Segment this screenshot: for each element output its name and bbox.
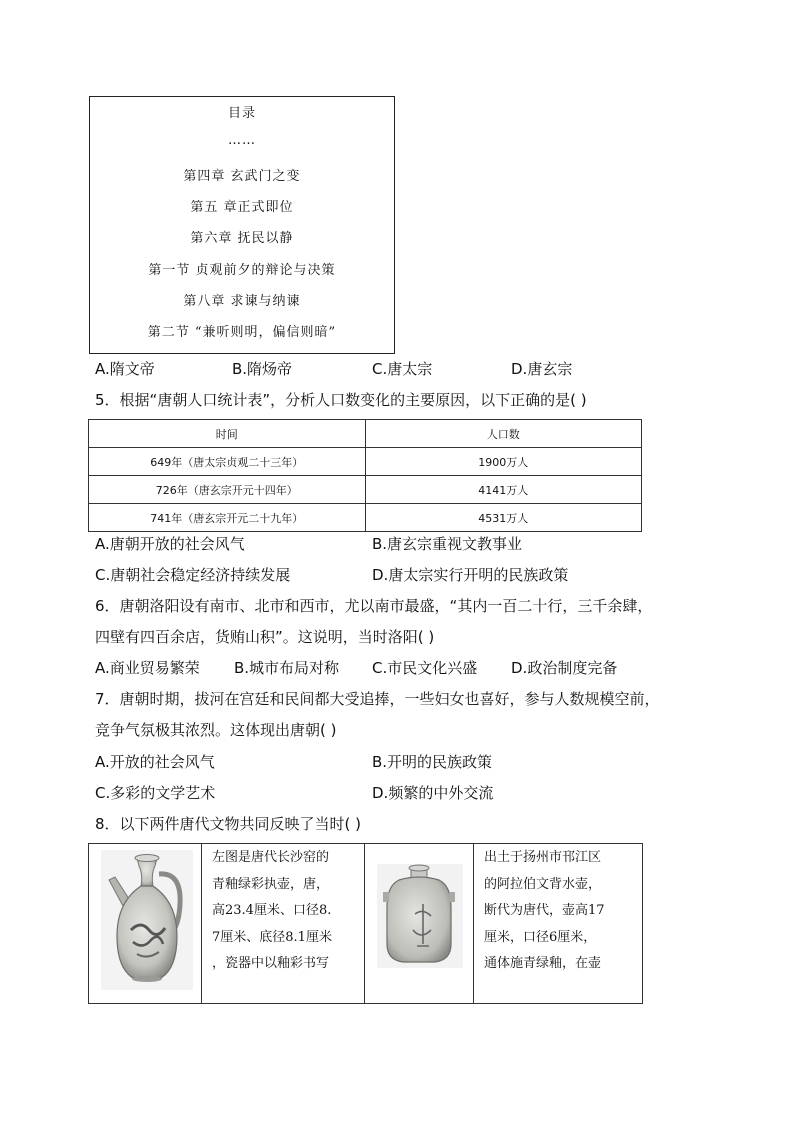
q5-option-b[interactable]: B.唐玄宗重视文教事业 <box>372 535 523 553</box>
table-row <box>89 448 642 476</box>
ewer-image-cell <box>89 844 202 1004</box>
desc-line: 厘米，口径6厘米， <box>484 929 597 945</box>
cell-population: 4141万人 <box>365 476 642 504</box>
q7-option-a[interactable]: A.开放的社会风气 <box>95 753 215 771</box>
q4-option-b[interactable]: B.隋炀帝 <box>232 360 293 378</box>
desc-line: 的阿拉伯文背水壶， <box>484 876 602 892</box>
table-row <box>89 504 642 532</box>
desc-line: 出土于扬州市邗江区 <box>484 850 602 865</box>
cell-time: 741年（唐玄宗开元二十九年） <box>89 504 366 532</box>
desc-line: 青釉绿彩执壶，唐， <box>212 876 330 892</box>
table-of-contents-box <box>89 96 395 354</box>
q7-option-c[interactable]: C.多彩的文学艺术 <box>95 784 216 802</box>
table-row <box>89 476 642 504</box>
flask-description <box>474 844 642 997</box>
desc-line: 7厘米、底径8.1厘米 <box>212 929 332 945</box>
flask-image-cell <box>365 844 474 1004</box>
q6-option-d[interactable]: D.政治制度完备 <box>511 659 618 677</box>
q6-option-c[interactable]: C.市民文化兴盛 <box>372 659 478 677</box>
desc-line: ，瓷器中以釉彩书写 <box>212 956 330 971</box>
q5-stem: 5．根据“唐朝人口统计表”，分析人口数变化的主要原因，以下正确的是( ) <box>95 391 587 409</box>
q7-option-d[interactable]: D.频繁的中外交流 <box>372 784 494 802</box>
q7-option-b[interactable]: B.开明的民族政策 <box>372 753 493 771</box>
q5-option-d[interactable]: D.唐太宗实行开明的民族政策 <box>372 566 569 584</box>
toc-line: 第六章 抚民以静 <box>190 231 294 246</box>
ewer-description <box>202 844 364 997</box>
q6-option-b[interactable]: B.城市布局对称 <box>234 659 340 677</box>
toc-ellipsis: …… <box>228 133 256 148</box>
q4-option-a[interactable]: A.隋文帝 <box>95 360 155 378</box>
q6-option-a[interactable]: A.商业贸易繁荣 <box>95 659 200 677</box>
q5-option-c[interactable]: C.唐朝社会稳定经济持续发展 <box>95 566 291 584</box>
toc-line: 第五 章正式即位 <box>190 200 294 215</box>
q4-option-c[interactable]: C.唐太宗 <box>372 360 433 378</box>
header-population: 人口数 <box>365 420 642 448</box>
q6-stem-line1: 6．唐朝洛阳设有南市、北市和西市，尤以南市最盛，“其内一百二十行，三千余肆， <box>95 597 653 615</box>
cell-time: 649年（唐太宗贞观二十三年） <box>89 448 366 476</box>
desc-line: 断代为唐代，壶高17 <box>484 903 605 918</box>
q6-stem-line2: 四壁有四百余店，货贿山积”。这说明，当时洛阳( ) <box>95 628 435 646</box>
q5-option-a[interactable]: A.唐朝开放的社会风气 <box>95 535 245 553</box>
cell-population: 1900万人 <box>365 448 642 476</box>
toc-line: 第八章 求谏与纳谏 <box>183 294 301 309</box>
toc-title: 目录 <box>227 106 256 121</box>
table-header-row <box>89 420 642 448</box>
artifact-table <box>88 843 643 1004</box>
toc-line: 第二节 “兼听则明，偏信则暗” <box>147 325 337 340</box>
desc-line: 高23.4厘米、口径8. <box>212 903 332 918</box>
population-table <box>88 419 642 532</box>
desc-line: 左图是唐代长沙窑的 <box>212 850 330 865</box>
q7-stem-line1: 7．唐朝时期，拔河在宫廷和民间都大受追捧，一些妇女也喜好，参与人数规模空前， <box>95 690 660 708</box>
cell-population: 4531万人 <box>365 504 642 532</box>
arabic-flask-image <box>365 844 473 999</box>
toc-line: 第四章 玄武门之变 <box>183 169 301 184</box>
desc-line: 通体施青绿釉，在壶 <box>484 956 602 971</box>
q8-stem: 8．以下两件唐代文物共同反映了当时( ) <box>95 815 362 833</box>
artifact-row <box>89 844 643 1004</box>
flask-description-cell <box>474 844 643 1004</box>
header-time: 时间 <box>89 420 366 448</box>
toc-line: 第一节 贞观前夕的辩论与决策 <box>148 263 336 278</box>
celadon-ewer-image <box>89 844 201 999</box>
q4-option-d[interactable]: D.唐玄宗 <box>511 360 573 378</box>
q7-stem-line2: 竞争气氛极其浓烈。这体现出唐朝( ) <box>95 721 337 739</box>
cell-time: 726年（唐玄宗开元十四年） <box>89 476 366 504</box>
ewer-description-cell <box>202 844 365 1004</box>
